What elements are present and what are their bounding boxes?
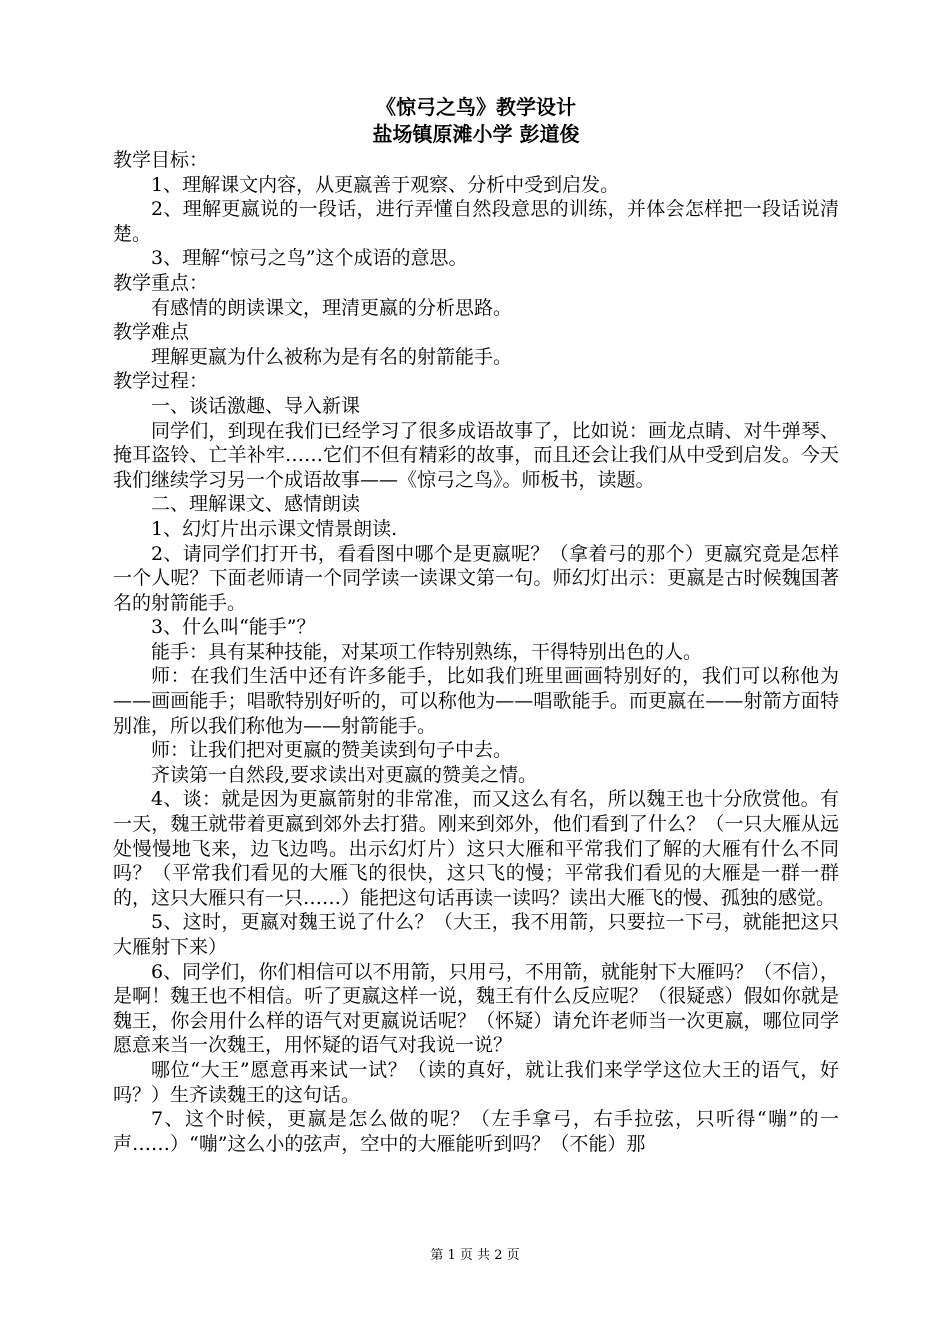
author-line: 盐场镇原滩小学 彭道俊: [372, 122, 580, 146]
paragraph: 4、谈：就是因为更嬴箭射的非常准，而又这么有名，所以魏王也十分欣赏他。有一天，魏王就带着更嬴到郊外去打猎。刚来到郊外，他们看到了什么？（一只大雁从远处慢慢地飞来，边飞边鸣。出示幻灯片）这只大雁和平常我们了解的大雁有什么不同吗？（平常我们看见的大雁飞的很快，这只飞的慢；平常我们看见的大雁是一群一群的，这只大雁只有一只……）能把这句话再读一读吗？读出大雁飞的慢、孤独的感觉。: [113, 788, 839, 909]
paragraph: 齐读第一自然段,要求读出对更嬴的赞美之情。: [151, 763, 538, 786]
section-heading: 教学目标：: [113, 149, 209, 171]
paragraph: 2、理解更嬴说的一段话，进行弄懂自然段意思的训练，并体会怎样把一段话说清楚。: [113, 198, 839, 245]
page-footer: 第 1 页 共 2 页: [430, 1248, 520, 1263]
paragraph: 理解更嬴为什么被称为是有名的射箭能手。: [151, 345, 513, 368]
paragraph: 1、幻灯片出示课文情景朗读.: [151, 517, 398, 540]
paragraph: 1、理解课文内容，从更嬴善于观察、分析中受到启发。: [151, 173, 620, 196]
paragraph: 二、理解课文、感情朗读: [151, 493, 361, 516]
paragraph: 师：在我们生活中还有许多能手，比如我们班里画画特别好的，我们可以称他为——画画能手；唱歌特别好听的，可以称他为——唱歌能手。而更嬴在——射箭方面特别准，所以我们称他为——射箭能手。: [113, 665, 839, 737]
paragraph: 2、请同学们打开书，看看图中哪个是更嬴呢？（拿着弓的那个）更嬴究竟是怎样一个人呢？下面老师请一个同学读一读课文第一句。师幻灯出示：更嬴是古时候魏国著名的射箭能手。: [113, 542, 839, 614]
paragraph: 5、这时，更嬴对魏王说了什么？（大王，我不用箭，只要拉一下弓，就能把这只大雁射下来）: [113, 911, 839, 958]
paragraph: 一、谈话激趣、导入新课: [151, 394, 361, 417]
paragraph: 同学们，到现在我们已经学习了很多成语故事了，比如说：画龙点睛、对牛弹琴、掩耳盗铃、亡羊补牢……它们不但有精彩的故事，而且还会让我们从中受到启发。今天我们继续学习另一个成语故事——《惊弓之鸟》。师板书，读题。: [113, 419, 839, 491]
document-title: 《惊弓之鸟》教学设计: [376, 95, 576, 119]
section-heading: 教学难点: [113, 321, 190, 344]
paragraph: 6、同学们，你们相信可以不用箭，只用弓，不用箭，就能射下大雁吗？（不信），是啊！魏王也不相信。听了更嬴这样一说，魏王有什么反应呢？（很疑惑）假如你就是魏王，你会用什么样的语气对更嬴说话呢？（怀疑）请允许老师当一次更嬴，哪位同学愿意来当一次魏王，用怀疑的语气对我说一说？: [113, 960, 839, 1057]
paragraph: 3、理解“惊弓之鸟”这个成语的意思。: [151, 247, 468, 270]
section-heading: 教学重点：: [113, 271, 209, 294]
content-blocks: [113, 148, 839, 1156]
document-body: [113, 94, 839, 1156]
section-heading: 教学过程：: [113, 370, 209, 393]
paragraph: 7、这个时候，更嬴是怎么做的呢？（左手拿弓，右手拉弦，只听得“嘣”的一声……）“嘣”这么小的弦声，空中的大雁能听到吗？（不能）那: [113, 1108, 839, 1155]
paragraph: 师：让我们把对更嬴的赞美读到句子中去。: [151, 739, 513, 762]
paragraph: 有感情的朗读课文，理清更嬴的分析思路。: [151, 296, 513, 319]
paragraph: 能手：具有某种技能，对某项工作特别熟练，干得特别出色的人。: [151, 640, 703, 663]
paragraph: 哪位“大王”愿意再来试一试？（读的真好，就让我们来学学这位大王的语气，好吗？）生齐读魏王的这句话。: [113, 1058, 839, 1106]
paragraph: 3、什么叫“能手”？: [151, 616, 316, 639]
